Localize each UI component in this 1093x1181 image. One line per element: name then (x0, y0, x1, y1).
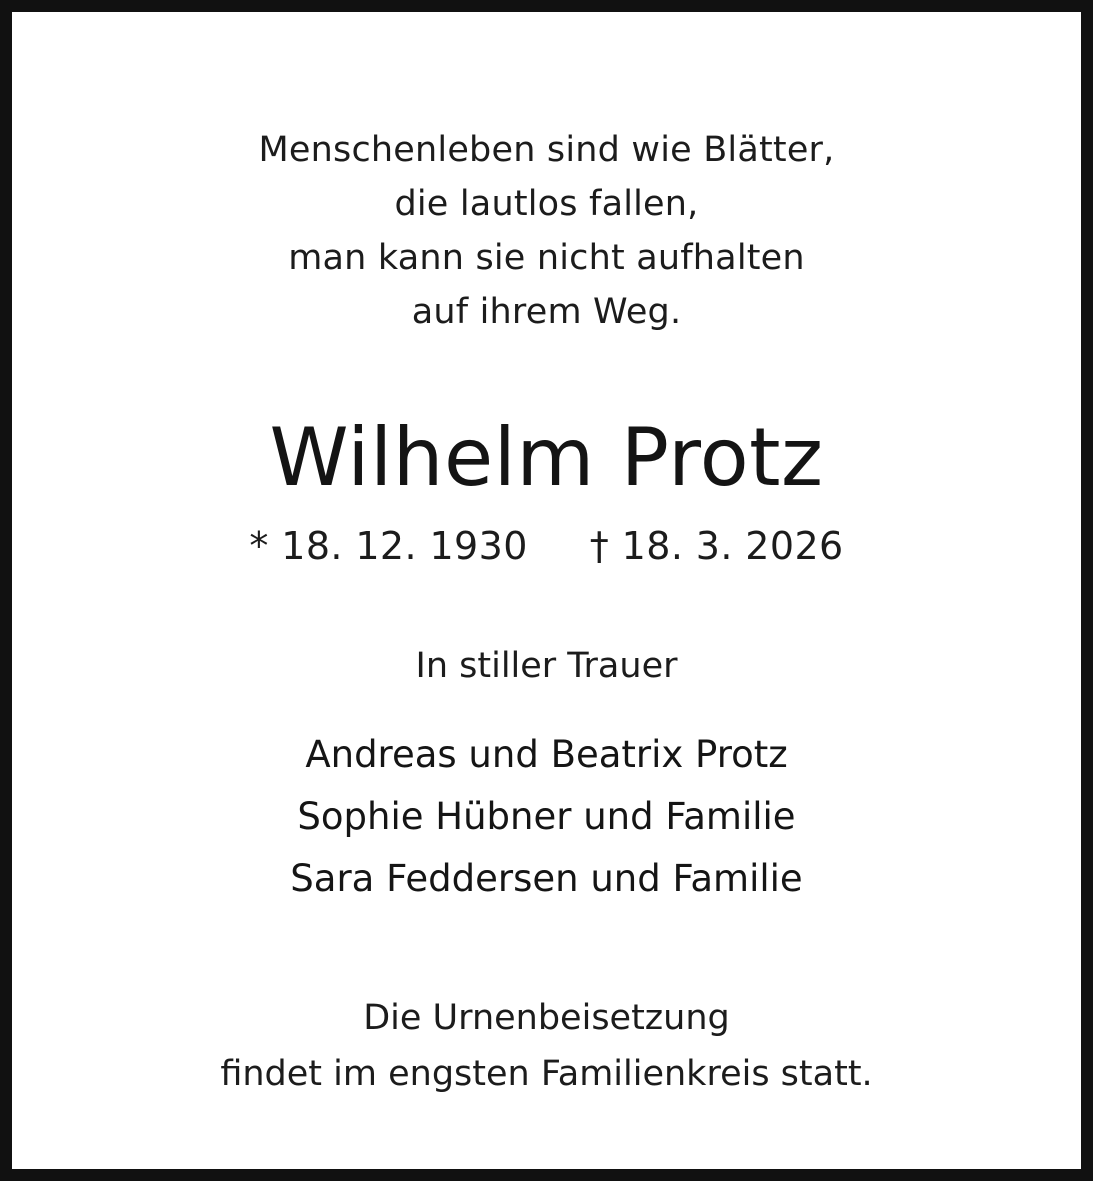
poem-line-2: die lautlos fallen, (394, 183, 699, 224)
deceased-name: Wilhelm Protz (269, 410, 824, 504)
poem-line-3: man kann sie nicht aufhalten (288, 237, 805, 278)
closing-line-2: findet im engsten Familienkreis statt. (220, 1054, 873, 1095)
memorial-poem (72, 124, 1021, 340)
closing-line-1: Die Urnenbeisetzung (363, 998, 730, 1039)
death-date: † 18. 3. 2026 (589, 523, 844, 568)
survivor-line-2: Sophie Hübner und Familie (297, 794, 796, 838)
survivor-line-1: Andreas und Beatrix Protz (305, 732, 788, 776)
survivors-list (72, 724, 1021, 910)
survivor-line-3: Sara Feddersen und Familie (290, 856, 803, 900)
funeral-information (72, 990, 1021, 1102)
poem-line-1: Menschenleben sind wie Blätter, (258, 130, 835, 170)
notice-content (12, 12, 1081, 1102)
life-dates (72, 524, 1021, 568)
mourning-intro: In stiller Trauer (415, 645, 678, 686)
birth-date: * 18. 12. 1930 (249, 523, 528, 568)
poem-line-4: auf ihrem Weg. (411, 291, 682, 332)
